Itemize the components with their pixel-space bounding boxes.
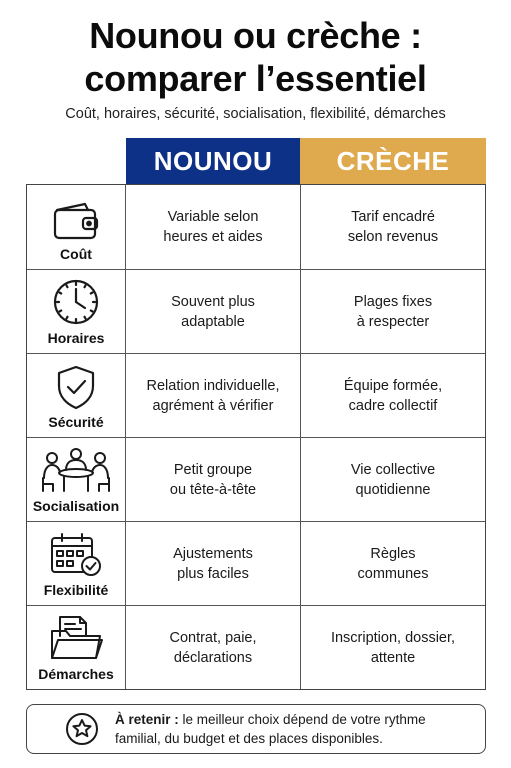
table-row [27, 437, 485, 521]
star-icon [65, 712, 99, 746]
criterion-label: Socialisation [32, 498, 120, 514]
nounou-cell: Variable selon heures et aides [126, 185, 301, 269]
key-takeaway-body-2: familial, du budget et des places disponibles. [115, 731, 383, 746]
creche-cell: Tarif encadré selon revenus [347, 209, 439, 245]
group-table-icon [39, 448, 113, 494]
criterion-cell [27, 522, 126, 605]
title-line-1: Nounou ou crèche : [89, 15, 422, 56]
criterion-cell [27, 270, 126, 353]
criterion-cell [27, 354, 126, 437]
key-takeaway-box [26, 704, 486, 754]
criterion-label: Sécurité [48, 414, 104, 430]
creche-cell: Équipe formée, cadre collectif [343, 377, 443, 414]
criterion-label: Flexibilité [43, 582, 109, 598]
criterion-cell [27, 606, 126, 689]
nounou-cell: Relation individuelle, agrément à vérifier [126, 354, 301, 437]
creche-cell: Règles communes [357, 545, 429, 582]
clock-icon [51, 278, 101, 326]
comparison-table [26, 184, 486, 690]
page-title [0, 14, 511, 100]
title-line-2: comparer l’essentiel [84, 58, 427, 99]
key-takeaway-text [115, 710, 426, 748]
creche-cell: Plages fixes à respecter [353, 293, 433, 330]
folder-documents-icon [48, 614, 104, 662]
table-row [27, 521, 485, 605]
column-header-creche: CRÈCHE [300, 138, 486, 184]
wallet-icon [51, 200, 101, 242]
creche-cell: Vie collective quotidienne [350, 461, 436, 498]
key-takeaway-lead: À retenir : [115, 712, 179, 727]
calendar-check-icon [49, 532, 103, 578]
creche-cell: Inscription, dossier, attente [330, 629, 456, 666]
table-row [27, 605, 485, 689]
shield-check-icon [54, 364, 98, 410]
criterion-label: Démarches [38, 666, 114, 682]
table-row [27, 185, 485, 269]
table-row [27, 269, 485, 353]
column-header-nounou: NOUNOU [126, 138, 300, 184]
nounou-cell: Contrat, paie, déclarations [126, 606, 301, 689]
key-takeaway-body: le meilleur choix dépend de votre rythme [178, 712, 426, 727]
nounou-cell: Souvent plus adaptable [126, 270, 301, 353]
table-row [27, 353, 485, 437]
nounou-cell: Ajustements plus faciles [126, 522, 301, 605]
criterion-cell [27, 438, 126, 521]
nounou-cell: Petit groupe ou tête-à-tête [126, 438, 301, 521]
criterion-cell [27, 185, 126, 269]
criterion-label: Horaires [47, 330, 105, 346]
criterion-label: Coût [60, 246, 92, 262]
subtitle: Coût, horaires, sécurité, socialisation, flexibilité, démarches [65, 106, 446, 122]
